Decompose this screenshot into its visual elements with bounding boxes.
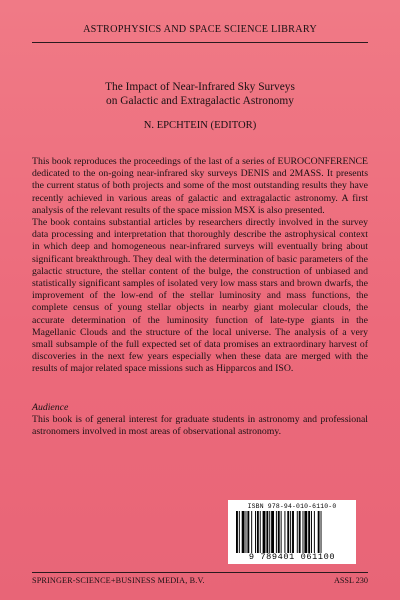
barcode-bar: [260, 511, 261, 553]
barcode-bar: [284, 511, 285, 553]
barcode-digits: 9 789401 061100: [248, 552, 336, 562]
barcode-bar: [281, 511, 282, 553]
barcode-bar: [246, 511, 247, 553]
audience-text: This book is of general interest for graduate students in astronomy and professional astronomers involved in most areas of observational astronomy.: [32, 414, 368, 438]
barcode-bar: [247, 511, 249, 553]
book-title-line-1: The Impact of Near-Infrared Sky Surveys: [105, 81, 295, 93]
book-title-line-2: on Galactic and Extragalactic Astronomy: [106, 95, 294, 107]
barcode-bar: [236, 511, 238, 553]
audience-heading: Audience: [32, 402, 69, 413]
barcode-bar: [239, 511, 240, 553]
barcode-bar: [255, 511, 256, 553]
barcode-bar: [251, 511, 252, 553]
barcode-bar: [303, 511, 304, 553]
barcode-bar: [290, 511, 291, 553]
barcode-bar: [314, 511, 315, 553]
description-paragraph-2: The book contains substantial articles by researchers directly involved in the survey data processing and interpretation that thoroughly describe the astrophysical context in which deep and homogeneous near-infrared surveys will eventually bring about significant breakthrough. They deal with the determination of basic parameters of the galactic structure, the stellar content of the bulge, the construction of unbiased and statistically significant samples of isolated very low mass stars and brown dwarfs, the improvement of the low-end of the stellar luminosity and mass functions, the complete census of young stellar objects in nearby giant molecular clouds, the accurate determination of the luminosity function of late-type giants in the Magellanic Clouds and the structure of the local universe. The analysis of a very small subsample of the full expected set of data promises an extraordinary harvest of discoveries in the next few years especially when these data are merged with the results of major related space missions such as Hipparcos and ISO.: [32, 217, 368, 375]
barcode-bar: [299, 511, 301, 553]
isbn-barcode: [228, 500, 356, 564]
barcode-bar: [266, 511, 268, 553]
barcode-bar: [269, 511, 270, 553]
barcode-bar: [263, 511, 266, 553]
barcode-bar: [287, 511, 289, 553]
barcode-bar: [278, 511, 280, 553]
barcode-bar: [321, 511, 322, 553]
barcode-bar: [311, 511, 312, 553]
barcode-bar: [308, 511, 310, 553]
barcode-bar: [257, 511, 259, 553]
audience-section: [32, 402, 368, 439]
bottom-rule: [32, 572, 368, 573]
series-title: ASTROPHYSICS AND SPACE SCIENCE LIBRARY: [83, 24, 317, 35]
description-paragraph-1: This book reproduces the proceedings of the last of a series of EUROCONFERENCE dedicated to the on-going near-infrared sky surveys DENIS and 2MASS. It presents the current status of both projects and some of the most outstanding results they have recently achieved in various areas of galactic and extragalactic astronomy. A first analysis of the relevant results of the space mission MSX is also presented.: [32, 156, 368, 216]
publisher-name: SPRINGER-SCIENCE+BUSINESS MEDIA, B.V.: [32, 576, 205, 585]
description: [32, 156, 368, 376]
barcode-bar: [292, 511, 294, 553]
book-title: [0, 80, 400, 108]
barcode-bar: [297, 511, 298, 553]
isbn-label: ISBN 978-94-010-6110-0: [247, 503, 337, 510]
barcode-bar: [271, 511, 274, 553]
series-number: ASSL 230: [333, 576, 368, 585]
editor-name: N. EPCHTEIN (EDITOR): [143, 120, 257, 131]
barcode-bar: [318, 511, 320, 553]
barcode-bar: [304, 511, 307, 553]
barcode-bar: [242, 511, 245, 553]
top-rule: [32, 42, 368, 43]
barcode-bar: [276, 511, 277, 553]
barcode-icon: [236, 511, 348, 553]
